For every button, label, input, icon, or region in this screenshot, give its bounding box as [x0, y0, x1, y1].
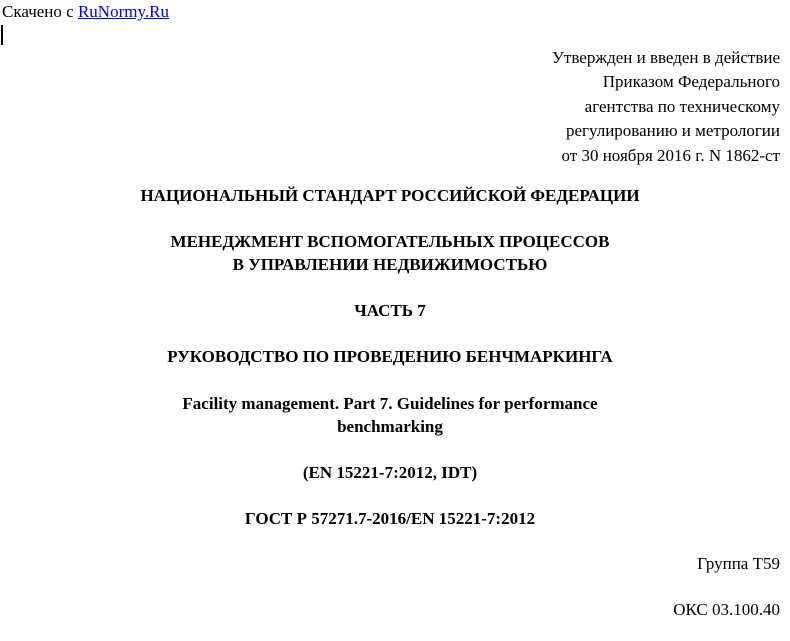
gost-number: ГОСТ Р 57271.7-2016/EN 15221-7:2012	[244, 509, 536, 528]
group-label: Группа Т59	[697, 554, 780, 573]
runormy-link[interactable]: RuNormy.Ru	[77, 2, 169, 21]
oks-label: ОКС 03.100.40	[673, 600, 780, 619]
approval-line: от 30 ноября 2016 г. N 1862-ст	[561, 145, 780, 165]
en-reference: (EN 15221-7:2012, IDT)	[302, 463, 478, 482]
part-heading: ЧАСТЬ 7	[354, 301, 426, 320]
approval-block	[552, 46, 780, 168]
text-cursor	[1, 25, 3, 45]
source-prefix: Скачено с	[2, 2, 78, 21]
approval-line: регулированию и метрологии	[565, 121, 780, 141]
source-line	[2, 2, 169, 22]
english-title	[0, 392, 780, 438]
document-title-line2: В УПРАВЛЕНИИ НЕДВИЖИМОСТЬЮ	[232, 255, 548, 274]
document-title	[0, 230, 780, 276]
standard-type-heading: НАЦИОНАЛЬНЫЙ СТАНДАРТ РОССИЙСКОЙ ФЕДЕРАЦИИ	[140, 186, 640, 205]
approval-line: Утвержден и введен в действие	[551, 48, 780, 67]
approval-line: Приказом Федерального	[602, 72, 780, 92]
subtitle-heading: РУКОВОДСТВО ПО ПРОВЕДЕНИЮ БЕНЧМАРКИНГА	[167, 347, 613, 366]
approval-line: агентства по техническому	[584, 96, 780, 116]
document-title-line1: МЕНЕДЖМЕНТ ВСПОМОГАТЕЛЬНЫХ ПРОЦЕССОВ	[170, 232, 610, 251]
english-title-line1: Facility management. Part 7. Guidelines for performance	[182, 394, 598, 413]
english-title-line2: benchmarking	[337, 417, 443, 436]
